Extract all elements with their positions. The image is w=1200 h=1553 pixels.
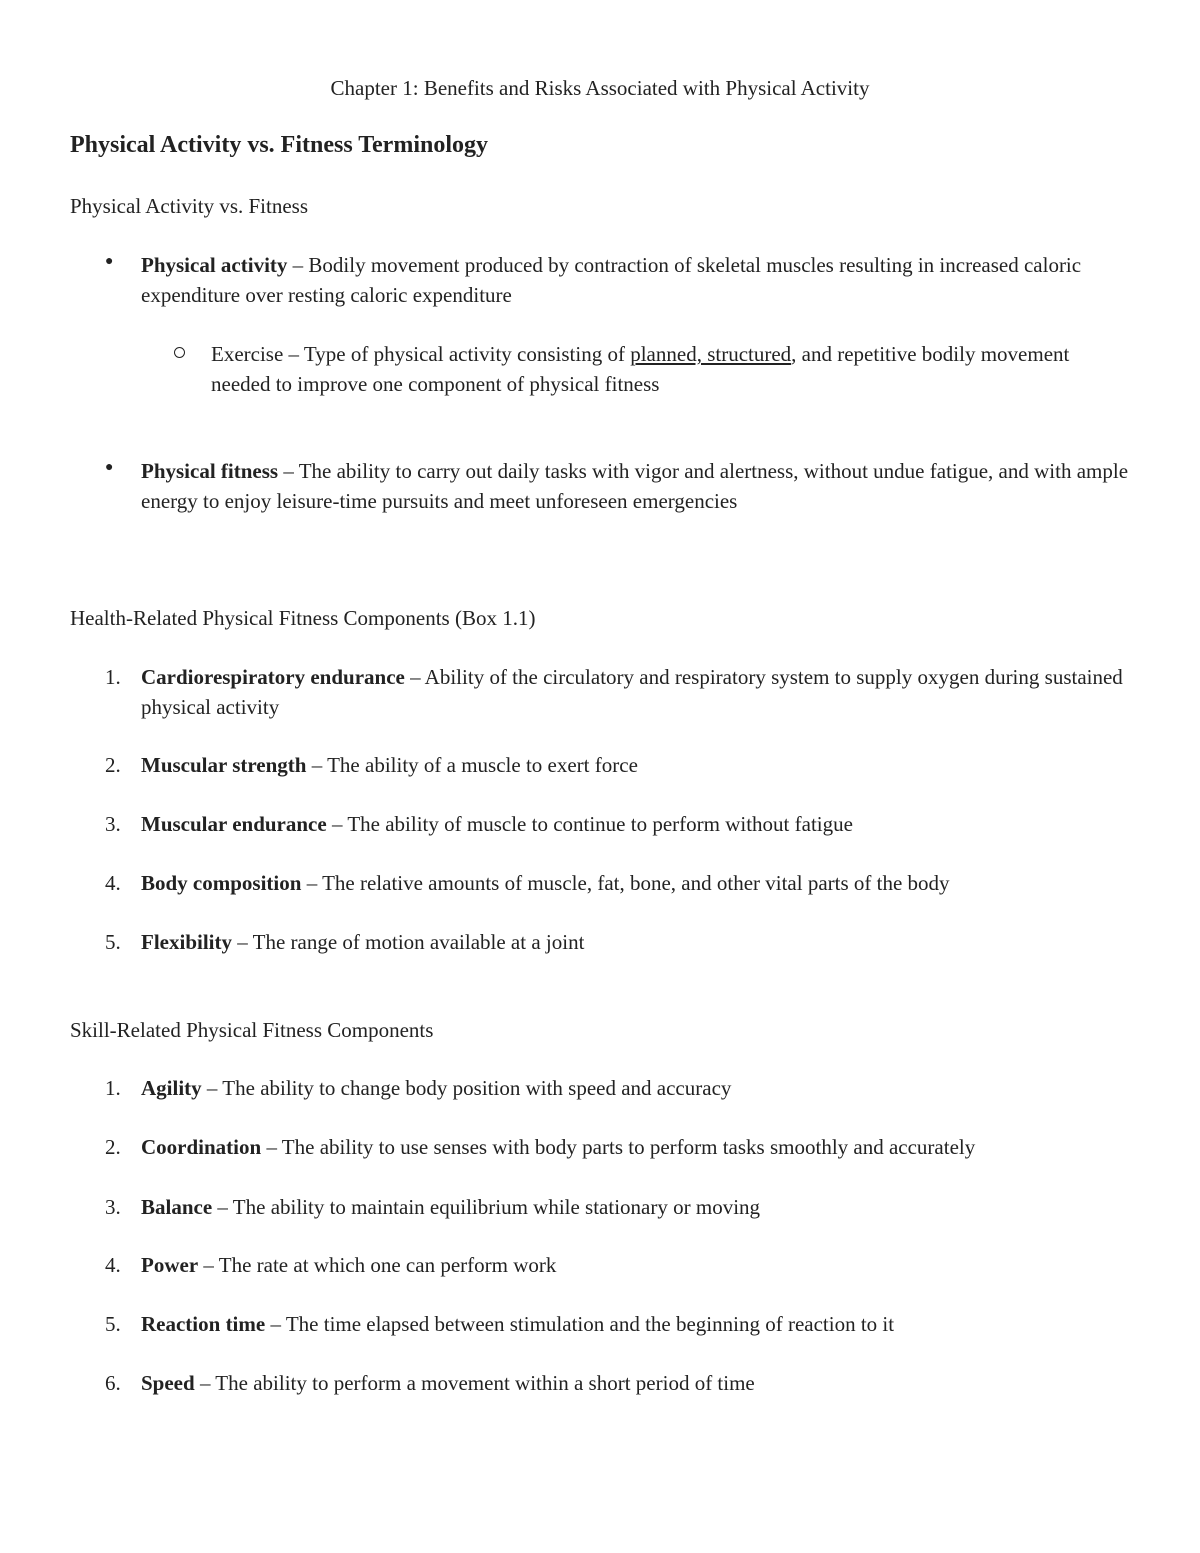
list-item [70,1368,1150,1398]
list-number: 6. [105,1371,121,1395]
list-item [70,1250,1150,1280]
list-item-text [141,1132,1141,1162]
list-number: 4. [105,871,121,895]
list-number: 1. [105,665,121,689]
definition: – The ability of muscle to continue to perform without fatigue [326,812,853,836]
term: Speed [141,1371,195,1395]
bullet-text [141,456,1141,516]
list-number: 5. [105,1312,121,1336]
list-item [70,1073,1150,1103]
list-item-text [141,1250,1141,1280]
list-number: 3. [105,812,121,836]
section-heading-activity-vs-fitness: Physical Activity vs. Fitness [70,194,309,218]
list-item-text [141,1309,1141,1339]
list-item [70,662,1150,719]
term: Power [141,1253,199,1277]
chapter-title: Chapter 1: Benefits and Risks Associated with Physical Activity [330,76,870,100]
bullet-icon: ● [105,254,114,269]
list-number: 1. [105,1076,121,1100]
definition: – The rate at which one can perform work [198,1253,557,1277]
definition: – The ability to maintain equilibrium while stationary or moving [212,1195,761,1219]
list-item-text [141,868,1141,898]
term: Cardiorespiratory endurance [141,665,405,689]
term: Physical activity [141,253,288,277]
list-item [70,1192,1150,1222]
term: Muscular endurance [141,812,327,836]
list-number: 5. [105,930,121,954]
bullet-icon: ● [105,460,114,475]
definition: – The time elapsed between stimulation and the beginning of reaction to it [265,1312,895,1336]
sub-bullet-text [211,339,1111,399]
list-number: 2. [105,1135,121,1159]
list-number: 4. [105,1253,121,1277]
definition: – The ability to use senses with body parts to perform tasks smoothly and accurately [261,1135,976,1159]
definition: – The range of motion available at a joint [232,930,585,954]
list-item-text [141,1073,1141,1103]
list-number: 3. [105,1195,121,1219]
list-item [70,868,1150,898]
term: Reaction time [141,1312,266,1336]
list-item-text [141,1192,1141,1222]
term: Exercise [211,342,284,366]
term: Agility [141,1076,202,1100]
definition: – The relative amounts of muscle, fat, bone, and other vital parts of the body [301,871,950,895]
definition: – The ability to carry out daily tasks with vigor and alertness, without undue fatigue, and with ample energy to enjoy leisure-time pursuits and meet unforeseen emergencies [141,459,1129,513]
definition: – Ability of the circulatory and respiratory system to supply oxygen during sustained physical activity [141,665,1123,719]
list-item [70,1132,1150,1162]
term: Body composition [141,871,302,895]
definition: – The ability to change body position with speed and accuracy [201,1076,732,1100]
underlined-phrase: planned, structured [630,342,792,366]
list-item-text [141,662,1141,722]
list-item-text [141,750,1141,780]
list-item [70,927,1150,957]
list-item-text [141,1368,1141,1398]
hollow-circle-bullet-icon [174,339,186,351]
bullet-text [141,250,1141,310]
list-item [70,1309,1150,1339]
definition: – Bodily movement produced by contraction of skeletal muscles resulting in increased caloric expenditure over resting caloric expenditure [141,253,1082,307]
list-item [70,750,1150,780]
list-item-text [141,809,1141,839]
definition: – The ability to perform a movement within a short period of time [194,1371,755,1395]
list-item [70,809,1150,839]
term: Physical fitness [141,459,279,483]
list-number: 2. [105,753,121,777]
section-heading-health-related: Health-Related Physical Fitness Components (Box 1.1) [70,606,536,630]
list-item-text [141,927,1141,957]
definition: – The ability of a muscle to exert force [306,753,638,777]
term: Muscular strength [141,753,307,777]
definition-before: – Type of physical activity consisting of [283,342,631,366]
term: Coordination [141,1135,262,1159]
term: Flexibility [141,930,232,954]
section-heading-skill-related: Skill-Related Physical Fitness Components [70,1018,434,1042]
term: Balance [141,1195,213,1219]
definition-after: , and repetitive bodily movement needed to improve one component of physical fitness [211,342,1070,396]
main-heading: Physical Activity vs. Fitness Terminology [70,132,489,158]
